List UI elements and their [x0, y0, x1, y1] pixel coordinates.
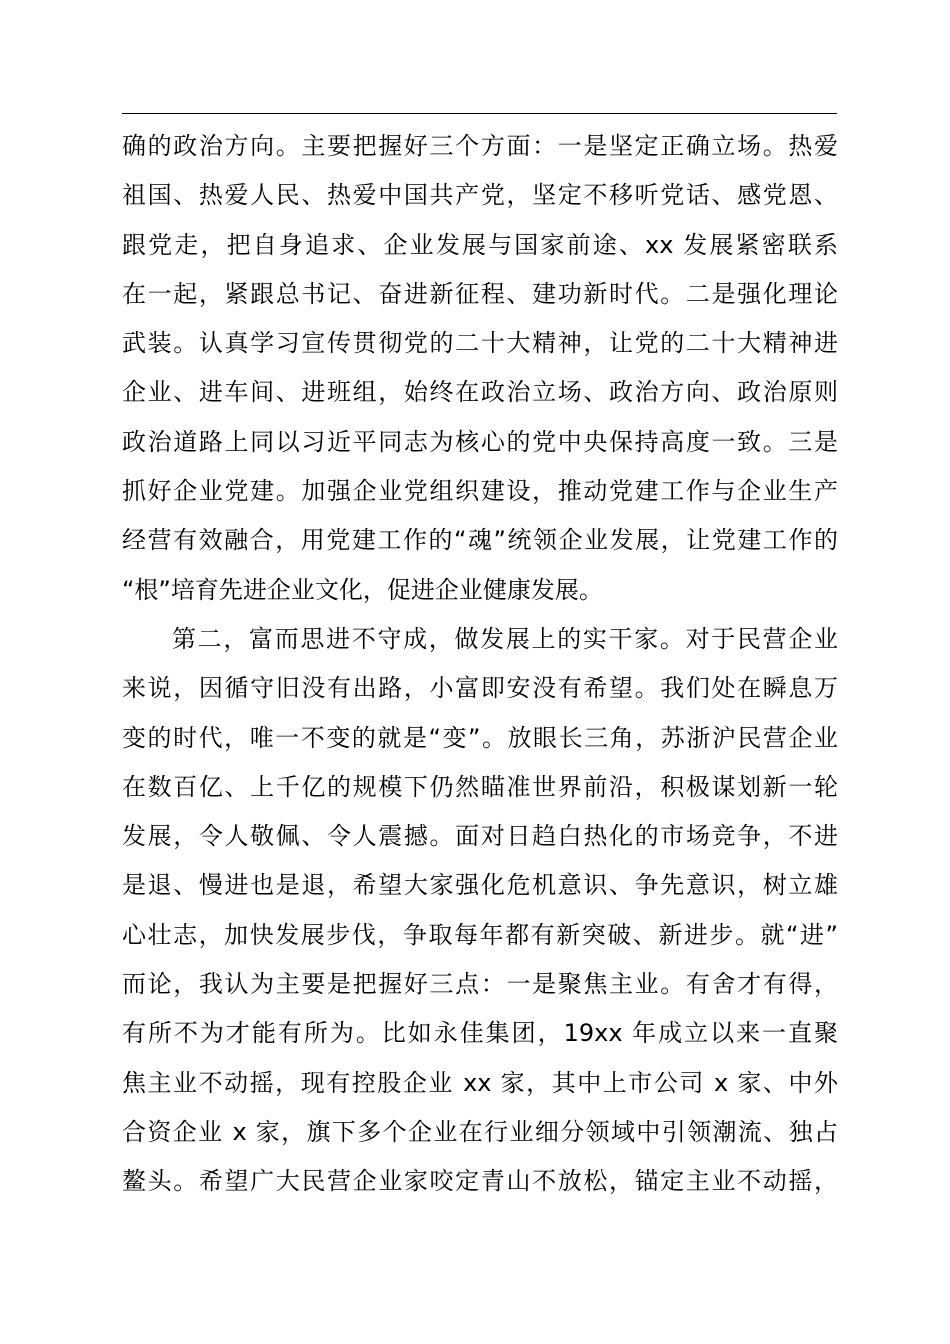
header-rule — [122, 113, 837, 114]
text-line: “根”培育先进企业文化，促进企业健康发展。 — [122, 575, 603, 604]
text-line: 政治道路上同以习近平同志为核心的党中央保持高度一致。三是 — [122, 427, 838, 456]
text-line: 是退、慢进也是退，希望大家强化危机意识、争先意识，树立雄 — [122, 871, 838, 900]
text-line: 在一起，紧跟总书记、奋进新征程、建功新时代。二是强化理论 — [122, 279, 838, 308]
text-line: 鳌头。希望广大民营企业家咬定青山不放松，锚定主业不动摇， — [122, 1167, 838, 1196]
text-line: 确的政治方向。主要把握好三个方面：一是坚定正确立场。热爱 — [122, 132, 838, 160]
paragraph-start-line: 第二，富而思进不守成，做发展上的实干家。对于民营企业 — [172, 624, 838, 653]
text-line: 抓好企业党建。加强企业党组织建设，推动党建工作与企业生产 — [122, 477, 838, 506]
text-line: 来说，因循守旧没有出路，小富即安没有希望。我们处在瞬息万 — [122, 674, 838, 703]
text-line: 心壮志，加快发展步伐，争取每年都有新突破、新进步。就“进” — [122, 920, 838, 949]
text-line: 合资企业 x 家，旗下多个企业在行业细分领域中引领潮流、独占 — [122, 1117, 838, 1146]
text-line: 焦主业不动摇，现有控股企业 xx 家，其中上市公司 x 家、中外 — [122, 1068, 838, 1097]
text-line: 经营有效融合，用党建工作的“魂”统领企业发展，让党建工作的 — [122, 526, 838, 555]
text-line: 武装。认真学习宣传贯彻党的二十大精神，让党的二十大精神进 — [122, 329, 838, 358]
body-text — [122, 122, 838, 1207]
text-line: 有所不为才能有所为。比如永佳集团，19xx 年成立以来一直聚 — [122, 1019, 838, 1048]
text-line: 变的时代，唯一不变的就是“变”。放眼长三角，苏浙沪民营企业 — [122, 723, 838, 752]
text-line: 发展，令人敬佩、令人震撼。面对日趋白热化的市场竞争，不进 — [122, 822, 838, 851]
text-line: 而论，我认为主要是把握好三点：一是聚焦主业。有舍才有得， — [122, 970, 838, 999]
text-line: 跟党走，把自身追求、企业发展与国家前途、xx 发展紧密联系 — [122, 230, 838, 259]
text-line: 在数百亿、上千亿的规模下仍然瞄准世界前沿，积极谋划新一轮 — [122, 772, 838, 801]
text-line: 企业、进车间、进班组，始终在政治立场、政治方向、政治原则 — [122, 378, 838, 407]
text-line: 祖国、热爱人民、热爱中国共产党，坚定不移听党话、感党恩、 — [122, 181, 838, 210]
